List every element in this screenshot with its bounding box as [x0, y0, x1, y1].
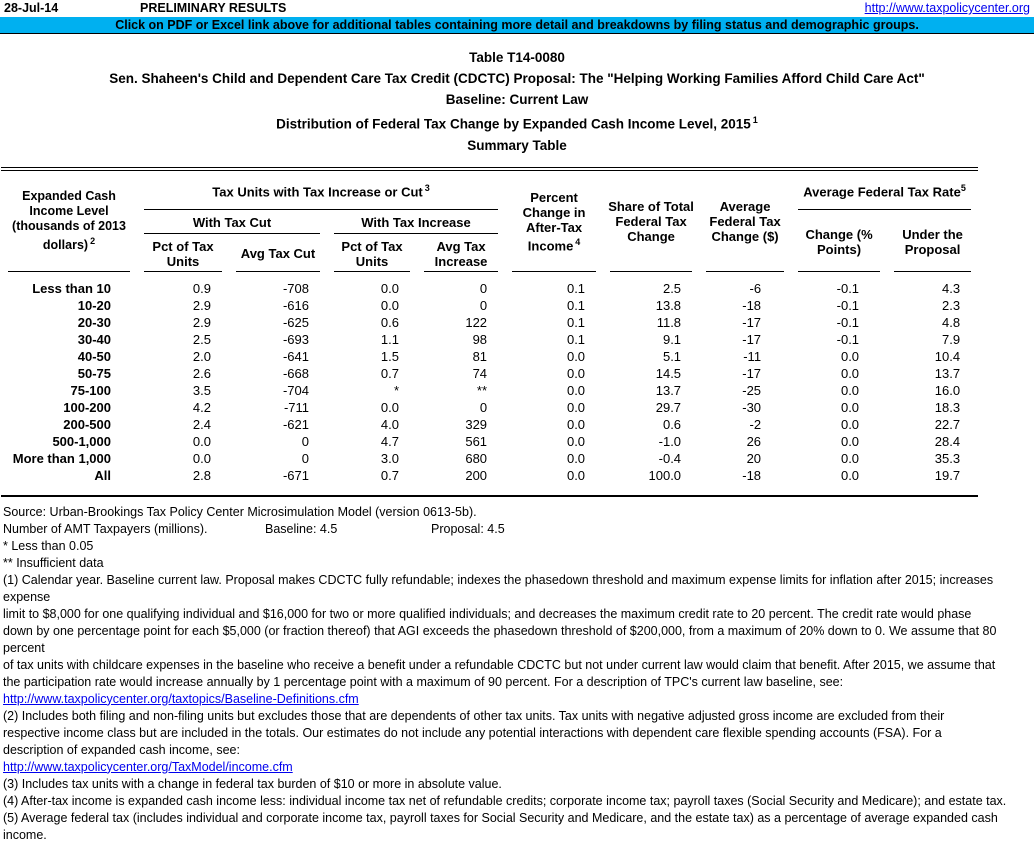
cell-rate-change-points: -0.1 [836, 331, 860, 347]
cell-pct-units-with-cut: 2.0 [192, 348, 211, 364]
column-header-pct-change-after-tax-income: Percent Change in After-Tax Income $^4$ [505, 169, 603, 273]
cell-average-tax-change: -18 [742, 467, 762, 483]
column-header-share-of-total-change: Share of Total Federal Tax Change [603, 169, 699, 273]
cell-pct-units-with-cut: 0.9 [192, 280, 211, 296]
column-header-income-level: Expanded Cash Income Level (thousands of 2013 dollars) $^2$ [1, 169, 137, 273]
cell-pct-change-after-tax-income: 0.1 [566, 280, 586, 296]
cell-pct-units-with-increase: 0.6 [380, 314, 399, 330]
proposal-title: Sen. Shaheen's Child and Dependent Care Tax Credit (CDCTC) Proposal: The "Helping Working Families Afford Child Care Act" [109, 71, 925, 86]
cell-pct-units-with-cut: 2.9 [192, 297, 211, 313]
cell-share-of-total-change: -1.0 [658, 433, 682, 449]
footnote-2-line: respective income class but are included in the totals. Our estimates do not include any potential interactions with dependent care flexible spending accounts (FSA). For a [3, 725, 942, 740]
column-group-average-federal-tax-rate: Average Federal Tax Rate$^5$ [791, 169, 978, 211]
table-body [1, 273, 978, 496]
cell-rate-under-proposal: 7.9 [941, 331, 961, 347]
cell-avg-tax-increase: 122 [465, 314, 488, 330]
cell-avg-tax-cut: -693 [282, 331, 309, 347]
footnote-2 [3, 708, 1034, 759]
table-row [1, 365, 978, 382]
date-label: 28-Jul-14 [4, 1, 59, 15]
column-header-rate-change-points: Change (% Points) [791, 211, 887, 273]
cell-pct-units-with-increase: 0.0 [380, 280, 399, 296]
footnote-1-line: of tax units with childcare expenses in the baseline who receive a benefit under a refundable CDCTC but not under current law would claim that benefit. After 2015, we assume that [3, 657, 996, 672]
cell-rate-under-proposal: 2.3 [941, 297, 961, 313]
cell-average-tax-change: -17 [742, 365, 762, 381]
cell-rate-change-points: 0.0 [840, 382, 860, 398]
table-row [1, 297, 978, 314]
cell-rate-change-points: 0.0 [840, 416, 860, 432]
cell-pct-units-with-cut: 2.9 [192, 314, 211, 330]
cell-share-of-total-change: 11.8 [656, 314, 682, 330]
table-row [1, 331, 978, 348]
cell-share-of-total-change: 0.6 [662, 416, 682, 432]
amt-taxpayers-note [3, 521, 1034, 538]
cell-avg-tax-cut: -625 [282, 314, 309, 330]
cell-average-tax-change: -6 [749, 280, 762, 296]
cell-average-tax-change: 26 [746, 433, 762, 449]
cell-average-tax-change: -18 [742, 297, 762, 313]
row-label: 10-20 [77, 297, 111, 313]
footnote-1-line: limit to $8,000 for one qualifying individual and $16,000 for two or more qualified individuals; and decreases the maximum credit rate to 20 percent. The credit rate would phase [3, 606, 972, 621]
cell-rate-change-points: 0.0 [840, 467, 860, 483]
cell-pct-change-after-tax-income: 0.0 [566, 399, 586, 415]
cell-avg-tax-cut: -671 [282, 467, 309, 483]
cell-pct-units-with-cut: 4.2 [192, 399, 211, 415]
footnote-1-line: down by one percentage point for each $5,000 (or fraction thereof) that AGI exceeds the phasedown threshold of $200,000, from a maximum of 20% down to 0. We assume that 80 percent [3, 623, 997, 655]
cell-pct-units-with-cut: 3.5 [192, 382, 211, 398]
row-label: 20-30 [77, 314, 111, 330]
cell-pct-units-with-increase: 0.0 [380, 399, 399, 415]
row-label: 500-1,000 [52, 433, 111, 449]
cell-avg-tax-increase: 0 [479, 280, 488, 296]
cell-pct-change-after-tax-income: 0.1 [566, 331, 586, 347]
cell-pct-change-after-tax-income: 0.0 [566, 382, 586, 398]
cell-average-tax-change: -17 [742, 331, 762, 347]
cell-pct-change-after-tax-income: 0.0 [566, 467, 586, 483]
cell-avg-tax-increase: 0 [479, 297, 488, 313]
cell-avg-tax-cut: 0 [301, 450, 309, 466]
column-header-pct-units-with-increase: Pct of Tax Units [327, 235, 417, 273]
cell-pct-units-with-increase: 4.7 [380, 433, 399, 449]
column-header-avg-tax-cut: Avg Tax Cut [229, 235, 327, 273]
footnote-ref-5: 5 [960, 183, 966, 194]
cell-avg-tax-cut: -641 [282, 348, 309, 364]
row-label: Less than 10 [32, 280, 111, 296]
cell-share-of-total-change: 29.7 [655, 399, 682, 415]
column-group-tax-units-increase-or-cut: Tax Units with Tax Increase or Cut $^3$ [137, 169, 505, 211]
footnote-1-line: (1) Calendar year. Baseline current law. Proposal makes CDCTC fully refundable; indexes the phasedown threshold and maximum expense limits for inflation after 2015; increases expense [3, 572, 994, 604]
asterisk-note: * Less than 0.05 [3, 538, 94, 553]
cell-rate-under-proposal: 18.3 [934, 399, 961, 415]
cell-rate-change-points: -0.1 [836, 314, 860, 330]
cell-rate-under-proposal: 28.4 [934, 433, 961, 449]
row-label: 75-100 [70, 382, 111, 398]
cell-share-of-total-change: -0.4 [658, 450, 682, 466]
cell-rate-under-proposal: 10.4 [934, 348, 961, 364]
row-label: 100-200 [63, 399, 111, 415]
baseline-title: Baseline: Current Law [445, 92, 589, 107]
income-distribution-table [1, 167, 978, 497]
cell-rate-under-proposal: 4.3 [941, 280, 961, 296]
cell-rate-under-proposal: 19.7 [934, 467, 961, 483]
cell-pct-units-with-increase: 0.0 [380, 297, 399, 313]
cell-rate-change-points: 0.0 [840, 433, 860, 449]
cell-average-tax-change: 20 [746, 450, 762, 466]
table-row [1, 273, 978, 297]
table-row [1, 433, 978, 450]
cell-share-of-total-change: 9.1 [662, 331, 682, 347]
amt-label: Number of AMT Taxpayers (millions). [3, 521, 208, 536]
cell-pct-change-after-tax-income: 0.0 [566, 348, 586, 364]
summary-table-title: Summary Table [467, 137, 567, 153]
cell-avg-tax-cut: -668 [282, 365, 309, 381]
cell-rate-change-points: 0.0 [840, 348, 860, 364]
info-banner-text: Click on PDF or Excel link above for additional tables containing more detail and breakdowns by filing status and demographic groups. [115, 18, 919, 32]
amt-baseline-value: Baseline: 4.5 [265, 521, 338, 536]
column-header-avg-tax-increase: Avg Tax Increase [417, 235, 505, 273]
table-row [1, 467, 978, 496]
cell-rate-under-proposal: 4.8 [941, 314, 961, 330]
footnote-1 [3, 572, 1034, 691]
cell-pct-change-after-tax-income: 0.0 [566, 365, 586, 381]
preliminary-results-label: PRELIMINARY RESULTS [140, 1, 287, 15]
table-row [1, 450, 978, 467]
footnote-ref-2: 2 [90, 236, 96, 247]
cell-pct-units-with-cut: 2.8 [192, 467, 211, 483]
column-header-pct-units-with-cut: Pct of Tax Units [137, 235, 229, 273]
row-label: More than 1,000 [12, 450, 111, 466]
cell-avg-tax-increase: 329 [465, 416, 488, 432]
cell-pct-units-with-cut: 0.0 [192, 450, 211, 466]
cell-avg-tax-cut: -616 [282, 297, 309, 313]
column-header-rate-under-proposal: Under the Proposal [887, 211, 978, 273]
cell-avg-tax-increase: 680 [465, 450, 488, 466]
cell-avg-tax-cut: 0 [301, 433, 309, 449]
income-definition-link[interactable]: http://www.taxpolicycenter.org/TaxModel/income.cfm [3, 759, 293, 774]
row-label: 30-40 [77, 331, 111, 347]
cell-avg-tax-increase: 0 [479, 399, 488, 415]
cell-avg-tax-increase: 74 [472, 365, 488, 381]
cell-pct-units-with-increase: 0.7 [380, 365, 399, 381]
meta-bar [0, 0, 1034, 17]
footnote-ref-1: 1 [752, 115, 758, 125]
cell-pct-units-with-cut: 0.0 [192, 433, 211, 449]
amt-proposal-value: Proposal: 4.5 [431, 521, 505, 536]
cell-avg-tax-cut: -708 [282, 280, 309, 296]
row-label: 50-75 [77, 365, 111, 381]
cell-average-tax-change: -17 [742, 314, 762, 330]
cell-share-of-total-change: 14.5 [655, 365, 682, 381]
footnote-1-line: the participation rate would increase annually by 1 percentage point with a maximum of 90 percent. For a description of TPC's current law baseline, see: [3, 674, 844, 689]
title-block [0, 47, 1034, 156]
cell-pct-units-with-cut: 2.5 [192, 331, 211, 347]
cell-rate-under-proposal: 22.7 [934, 416, 961, 432]
cell-pct-units-with-increase: 4.0 [380, 416, 399, 432]
column-header-average-tax-change: Average Federal Tax Change ($) [699, 169, 791, 273]
cell-avg-tax-increase: ** [476, 382, 488, 398]
footnote-4: (4) After-tax income is expanded cash income less: individual income tax net of refundable credits; corporate income tax; payroll taxes (Social Security and Medicare); and estate tax. [3, 793, 1007, 808]
cell-rate-change-points: 0.0 [840, 399, 860, 415]
footnote-3: (3) Includes tax units with a change in federal tax burden of $10 or more in absolute value. [3, 776, 502, 791]
row-label: 40-50 [77, 348, 111, 364]
cell-avg-tax-increase: 98 [472, 331, 488, 347]
cell-avg-tax-cut: -711 [283, 399, 309, 415]
cell-pct-units-with-cut: 2.6 [192, 365, 211, 381]
cell-average-tax-change: -11 [743, 348, 762, 364]
table-row [1, 416, 978, 433]
cell-pct-change-after-tax-income: 0.0 [566, 416, 586, 432]
cell-rate-change-points: 0.0 [840, 450, 860, 466]
taxpolicycenter-link[interactable]: http://www.taxpolicycenter.org [864, 1, 1030, 15]
cell-rate-under-proposal: 35.3 [934, 450, 961, 466]
cell-avg-tax-increase: 561 [465, 433, 488, 449]
double-asterisk-note: ** Insufficient data [3, 555, 104, 570]
table-row [1, 382, 978, 399]
cell-average-tax-change: -2 [749, 416, 762, 432]
cell-pct-change-after-tax-income: 0.1 [566, 314, 586, 330]
cell-avg-tax-increase: 81 [472, 348, 488, 364]
cell-pct-units-with-increase: 0.7 [380, 467, 399, 483]
cell-pct-change-after-tax-income: 0.0 [566, 433, 586, 449]
cell-avg-tax-increase: 200 [465, 467, 488, 483]
table-row [1, 399, 978, 416]
cell-pct-units-with-increase: 3.0 [380, 450, 399, 466]
distribution-title: Distribution of Federal Tax Change by Expanded Cash Income Level, 2015 $^1$ [276, 115, 758, 132]
cell-rate-under-proposal: 13.7 [934, 365, 961, 381]
row-label: 200-500 [63, 416, 111, 432]
column-group-with-tax-increase: With Tax Increase [327, 211, 505, 235]
cell-average-tax-change: -25 [742, 382, 762, 398]
row-label: All [94, 467, 111, 483]
table-row [1, 314, 978, 331]
info-banner [0, 17, 1034, 34]
cell-pct-change-after-tax-income: 0.1 [566, 297, 586, 313]
table-row [1, 348, 978, 365]
footnote-2-line: description of expanded cash income, see: [3, 742, 240, 757]
cell-share-of-total-change: 100.0 [648, 467, 682, 483]
cell-share-of-total-change: 13.7 [655, 382, 682, 398]
footnote-ref-3: 3 [424, 183, 430, 194]
cell-rate-change-points: -0.1 [836, 297, 860, 313]
cell-share-of-total-change: 13.8 [655, 297, 682, 313]
cell-pct-units-with-increase: 1.1 [380, 331, 399, 347]
cell-pct-units-with-increase: 1.5 [380, 348, 399, 364]
cell-share-of-total-change: 5.1 [662, 348, 682, 364]
cell-average-tax-change: -30 [742, 399, 762, 415]
baseline-definitions-link[interactable]: http://www.taxpolicycenter.org/taxtopics/Baseline-Definitions.cfm [3, 691, 359, 706]
notes-section [0, 504, 1034, 844]
cell-share-of-total-change: 2.5 [662, 280, 682, 296]
cell-avg-tax-cut: -621 [282, 416, 309, 432]
footnote-5: (5) Average federal tax (includes individual and corporate income tax, payroll taxes for Social Security and Medicare, and the estate tax) as a percentage of average expanded cash income. [3, 810, 998, 842]
cell-pct-change-after-tax-income: 0.0 [566, 450, 586, 466]
table-number-title: Table T14-0080 [469, 50, 565, 65]
column-group-with-tax-cut: With Tax Cut [137, 211, 327, 235]
cell-pct-units-with-cut: 2.4 [192, 416, 211, 432]
footnote-2-line: (2) Includes both filing and non-filing units but excludes those that are dependents of other tax units. Tax units with negative adjusted gross income are excluded from their [3, 708, 945, 723]
source-note: Source: Urban-Brookings Tax Policy Center Microsimulation Model (version 0613-5b). [3, 504, 477, 519]
footnote-ref-4: 4 [575, 236, 581, 247]
cell-rate-change-points: 0.0 [840, 365, 860, 381]
cell-rate-change-points: -0.1 [836, 280, 860, 296]
footnote-2-link-line [3, 759, 1034, 776]
cell-avg-tax-cut: -704 [282, 382, 309, 398]
footnote-1-link-line [3, 691, 1034, 708]
cell-pct-units-with-increase: * [393, 382, 399, 398]
cell-rate-under-proposal: 16.0 [934, 382, 961, 398]
